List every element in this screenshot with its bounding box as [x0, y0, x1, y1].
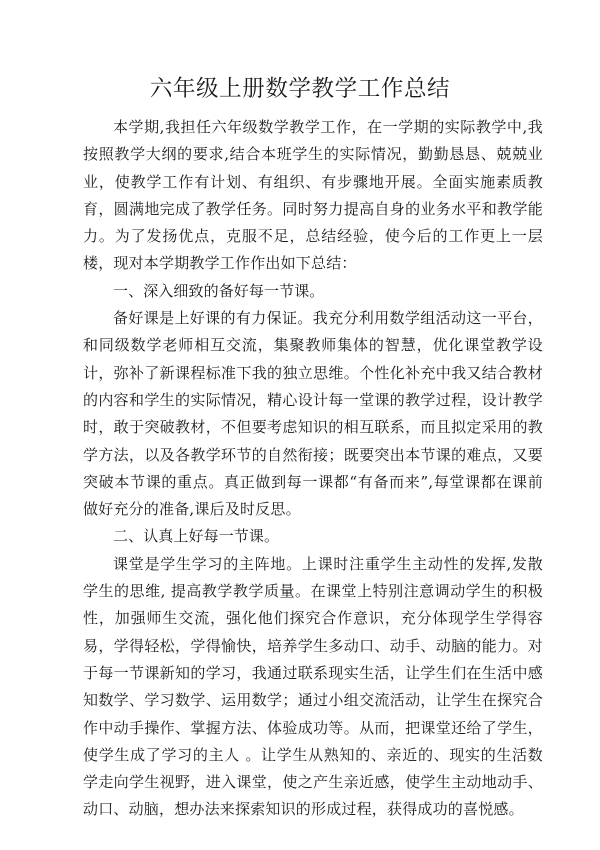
document-title: 六年级上册数学教学工作总结 [149, 76, 451, 102]
section-heading-1: 一、深入细致的备好每一节课。 [113, 281, 325, 300]
intro-paragraph: 本学期,我担任六年级数学教学工作，在一学期的实际教学中,我按照教学大纲的要求,结合本班学生的实际情况，勤勤恳恳、兢兢业业，使教学工作有计划、有组织、有步骤地开展。全面实施素质教育，圆满地完成了教学任务。同时努力提高自身的业务水平和教学能力。为了发扬优点，克服不足，总结经验，使今后的工作更上一层楼，现对本学期教学工作作出如下总结： [83, 118, 543, 273]
document-body [83, 114, 543, 824]
section-2-paragraph: 课堂是学生学习的主阵地。上课时注重学生主动性的发挥,发散学生的思维, 提高教学教学质量。在课堂上特别注意调动学生的积极性，加强师生交流，强化他们探究合作意识，充分体现学生学得容易，学得轻松，学得愉快，培养学生多动口、动手、动脑的能力。对于每一节课新知的学习，我通过联系现实生活，让学生们在生活中感知数学、学习数学、运用数学；通过小组交流活动，让学生在探究合作中动手操作、掌握方法、体验成功等。从而，把课堂还给了学生，使学生成了学习的主人 。让学生从熟知的、亲近的、现实的生活数学走向学生视野，进入课堂，使之产生亲近感，使学生主动地动手、动口、动脑，想办法来探索知识的形成过程，获得成功的喜悦感。 [83, 554, 543, 819]
section-1-paragraph: 备好课是上好课的有力保证。我充分利用数学组活动这一平台，和同级数学老师相互交流，集聚教师集体的智慧，优化课堂教学设计，弥补了新课程标准下我的独立思维。个性化补充中我又结合教材的内容和学生的实际情况，精心设计每一堂课的教学过程，设计教学时，敢于突破教材，不但要考虑知识的相互联系，而且拟定采用的教学方法，以及各教学环节的自然衔接；既要突出本节课的难点，又要突破本节课的重点。真正做到每一课都“有备而来”,每堂课都在课前做好充分的准备,课后及时反思。 [83, 309, 543, 519]
section-heading-2: 二、认真上好每一节课。 [113, 527, 280, 546]
